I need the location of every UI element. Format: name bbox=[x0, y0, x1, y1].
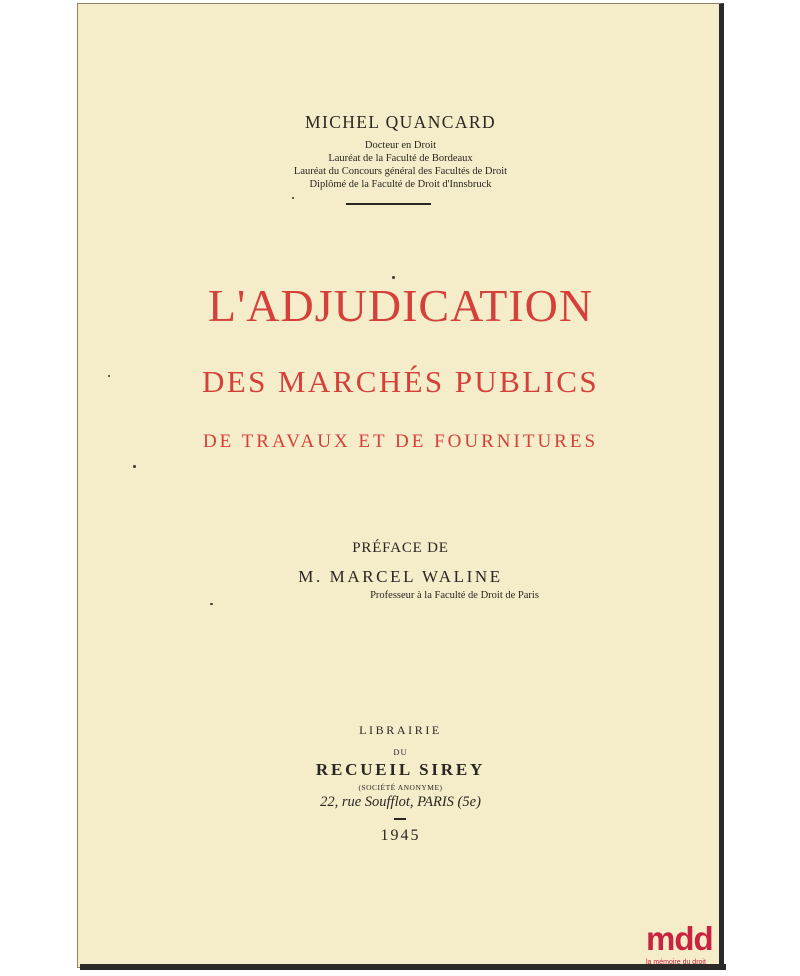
author-credential: Diplômé de la Faculté de Droit d'Innsbruck bbox=[309, 179, 492, 190]
publisher-librairie: LIBRAIRIE bbox=[359, 723, 442, 737]
divider bbox=[394, 818, 406, 820]
book-title: L'ADJUDICATION bbox=[207, 280, 594, 331]
publication-year: 1945 bbox=[380, 827, 421, 844]
publisher-du: DU bbox=[393, 747, 408, 757]
paper-speck bbox=[292, 197, 294, 199]
preface-author-role: Professeur à la Faculté de Droit de Paris bbox=[370, 590, 539, 601]
preface-label: PRÉFACE DE bbox=[352, 540, 449, 556]
cover-shadow bbox=[80, 964, 726, 970]
paper-speck bbox=[392, 276, 395, 279]
preface-author: M. MARCEL WALINE bbox=[298, 567, 503, 586]
paper-speck bbox=[108, 375, 110, 377]
publisher-name: RECUEIL SIREY bbox=[315, 760, 486, 779]
author-name: MICHEL QUANCARD bbox=[305, 112, 496, 132]
book-subtitle: DE TRAVAUX ET DE FOURNITURES bbox=[202, 431, 599, 452]
mdd-logo: mdd bbox=[646, 920, 713, 957]
publisher-address: 22, rue Soufflot, PARIS (5e) bbox=[320, 794, 481, 810]
logo-tagline: la mémoire du droit bbox=[646, 959, 706, 966]
author-credential: Docteur en Droit bbox=[364, 140, 437, 151]
paper-speck bbox=[210, 603, 213, 605]
divider bbox=[346, 203, 431, 205]
publisher-company-type: (SOCIÉTÉ ANONYME) bbox=[358, 783, 443, 792]
watermark-logo bbox=[646, 922, 730, 972]
author-credential: Lauréat du Concours général des Facultés de Droit bbox=[293, 166, 508, 177]
author-credential: Lauréat de la Faculté de Bordeaux bbox=[328, 153, 473, 164]
book-title-line-2: DES MARCHÉS PUBLICS bbox=[201, 364, 599, 399]
paper-speck bbox=[133, 465, 136, 468]
